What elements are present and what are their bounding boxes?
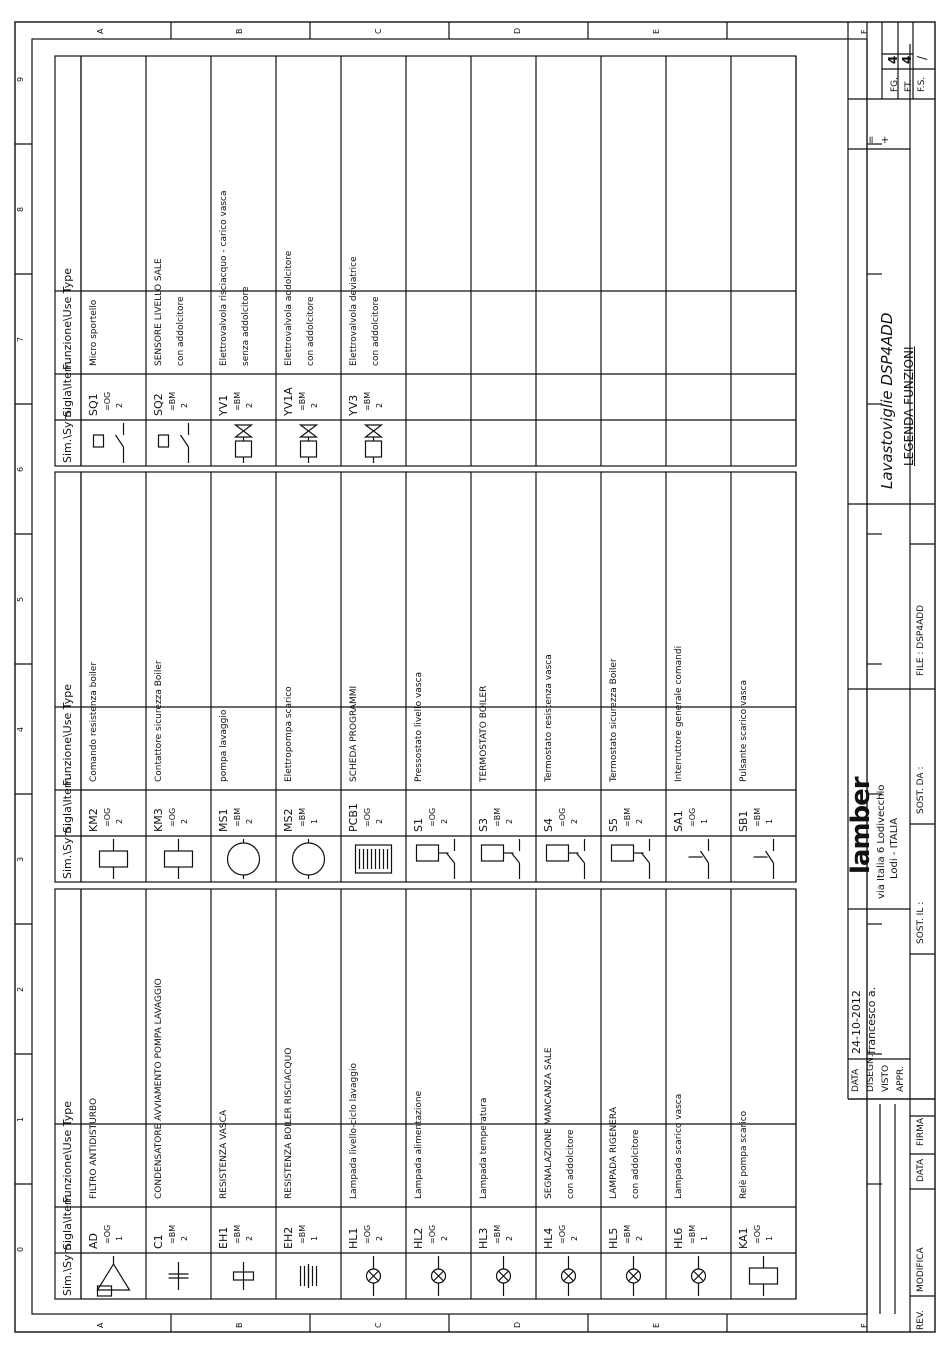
- grid-letter-left: E: [651, 1322, 661, 1328]
- grid-letter-right: E: [651, 28, 661, 34]
- item-ref: =OG: [103, 807, 112, 827]
- item-code: KM2: [87, 808, 100, 832]
- item-ref: =OG: [363, 807, 372, 827]
- drawing-title: Lavastoviglie DSP4ADD: [878, 312, 896, 489]
- function-text: pompa lavaggio: [219, 709, 229, 782]
- item-code: SB1: [737, 810, 750, 832]
- item-page: 2: [440, 1235, 449, 1241]
- function-text: Micro sportello: [89, 299, 99, 366]
- header-sym: Sim.\Sym.: [61, 823, 74, 879]
- item-ref: =BM: [298, 391, 307, 411]
- item-code: YV1A: [282, 387, 295, 416]
- grid-number-top: 3: [16, 856, 25, 862]
- item-page: 2: [245, 818, 254, 824]
- grid-letter-right: D: [512, 27, 522, 34]
- grid-number-top: 1: [16, 1116, 25, 1122]
- plus-sign: +: [880, 135, 891, 144]
- item-ref: =OG: [558, 807, 567, 827]
- drawing-subtitle: LEGENDA FUNZIONI: [902, 346, 916, 466]
- item-ref: =OG: [558, 1224, 567, 1244]
- function-text: SEGNALAZIONE MANCANZA SALE: [544, 1047, 554, 1199]
- item-code: PCB1: [347, 803, 360, 832]
- item-ref: =BM: [233, 391, 242, 411]
- function-text: SCHEDA PROGRAMMI: [349, 685, 359, 782]
- item-page: 1: [310, 818, 319, 824]
- item-ref: =BM: [298, 807, 307, 827]
- grid-letter-right: F: [860, 29, 869, 34]
- rev-label: REV.: [916, 1310, 926, 1330]
- item-ref: =BM: [168, 391, 177, 411]
- item-code: HL3: [477, 1227, 490, 1249]
- data-label: DATA: [851, 1068, 861, 1092]
- item-page: 2: [505, 818, 514, 824]
- item-ref: =OG: [168, 807, 177, 827]
- item-ref: =OG: [688, 807, 697, 827]
- item-page: 2: [245, 1235, 254, 1241]
- item-code: S1: [412, 818, 425, 832]
- visto-label: VISTO: [881, 1064, 891, 1092]
- item-ref: =BM: [493, 807, 502, 827]
- grid-number-top: 2: [16, 986, 25, 992]
- item-page: 2: [115, 818, 124, 824]
- header-item: Sigla\Item: [61, 1194, 74, 1250]
- item-code: HL4: [542, 1227, 555, 1249]
- function-text: con addolcitore: [566, 1129, 576, 1199]
- item-code: SA1: [672, 810, 685, 832]
- function-text: Pressostato livello vasca: [414, 671, 424, 782]
- item-page: 2: [180, 818, 189, 824]
- eq-sign: =: [866, 135, 877, 144]
- header-type: Funzione\Use Type: [61, 684, 74, 786]
- item-ref: =BM: [688, 1224, 697, 1244]
- grid-letter-left: F: [860, 1323, 869, 1328]
- item-code: S4: [542, 818, 555, 832]
- function-text: Pulsante scarico vasca: [739, 680, 749, 782]
- header-type: Funzione\Use Type: [61, 268, 74, 370]
- grid-letter-right: A: [95, 28, 105, 34]
- function-text: con addolcitore: [306, 296, 316, 366]
- item-ref: =BM: [623, 807, 632, 827]
- item-page: 2: [505, 1235, 514, 1241]
- fs-label: F.S.: [917, 76, 927, 92]
- item-ref: =BM: [363, 391, 372, 411]
- data2-label: DATA: [916, 1158, 926, 1182]
- item-page: 2: [245, 402, 254, 408]
- item-page: 2: [310, 402, 319, 408]
- grid-letter-left: D: [512, 1321, 522, 1328]
- fg-value: 4: [886, 55, 900, 64]
- function-text: Interruttore generale comandi: [674, 645, 684, 782]
- grid-number-top: 0: [16, 1246, 25, 1252]
- item-ref: =BM: [493, 1224, 502, 1244]
- item-code: S3: [477, 818, 490, 832]
- item-ref: =OG: [103, 391, 112, 411]
- function-text: Contattore sicurezza Boiler: [154, 660, 164, 782]
- function-text: Termostato resistenza vasca: [544, 654, 554, 782]
- item-ref: =BM: [623, 1224, 632, 1244]
- function-text: Relè pompa scarico: [739, 1110, 749, 1199]
- item-code: HL1: [347, 1227, 360, 1249]
- item-code: C1: [152, 1234, 165, 1249]
- item-ref: =BM: [298, 1224, 307, 1244]
- item-page: 2: [570, 1235, 579, 1241]
- grid-number-top: 8: [16, 206, 25, 212]
- item-code: KA1: [737, 1227, 750, 1249]
- grid-letter-right: C: [373, 28, 383, 34]
- item-code: SQ2: [152, 393, 165, 416]
- item-ref: =OG: [428, 807, 437, 827]
- header-item: Sigla\Item: [61, 777, 74, 833]
- function-text: TERMOSTATO BOILER: [479, 685, 489, 782]
- header-sym: Sim.\Sym.: [61, 1240, 74, 1296]
- function-text: Elettrovalvola deviatrice: [349, 256, 359, 366]
- ft-label: FT.: [904, 79, 914, 92]
- grid-number-top: 6: [16, 466, 25, 472]
- item-ref: =OG: [103, 1224, 112, 1244]
- fs-value: /: [915, 55, 929, 60]
- function-text: Elettrovalvola risciacquo - carico vasca: [219, 190, 229, 366]
- grid-letter-left: B: [234, 1322, 244, 1328]
- disegn-label: DISEGN.: [866, 1054, 876, 1092]
- item-code: S5: [607, 818, 620, 832]
- item-page: 2: [180, 1235, 189, 1241]
- function-text: FILTRO ANTIDISTURBO: [89, 1097, 99, 1199]
- grid-letter-left: A: [95, 1322, 105, 1328]
- function-text: LAMPADA RIGENERA: [609, 1107, 619, 1199]
- firma-label: FIRMA: [916, 1117, 926, 1146]
- item-code: YV3: [347, 394, 360, 416]
- function-text: con addolcitore: [176, 296, 186, 366]
- function-text: Termostato sicurezza Boiler: [609, 658, 619, 782]
- item-ref: =BM: [233, 1224, 242, 1244]
- item-page: 2: [440, 818, 449, 824]
- grid-letter-left: C: [373, 1322, 383, 1328]
- header-type: Funzione\Use Type: [61, 1101, 74, 1203]
- item-page: 2: [180, 402, 189, 408]
- function-text: con addolcitore: [631, 1129, 641, 1199]
- sost-da-label: SOST. DA :: [916, 766, 926, 814]
- item-page: 1: [115, 1235, 124, 1241]
- grid-number-top: 5: [16, 596, 25, 602]
- item-page: 2: [375, 818, 384, 824]
- item-page: 1: [700, 818, 709, 824]
- company-logo: lamber: [846, 777, 876, 874]
- grid-number-top: 7: [16, 336, 25, 342]
- function-text: Comando resistenza boiler: [89, 661, 99, 782]
- item-ref: =BM: [233, 807, 242, 827]
- item-ref: =OG: [363, 1224, 372, 1244]
- data-value: 24-10-2012: [850, 990, 863, 1054]
- item-ref: =OG: [428, 1224, 437, 1244]
- item-page: 2: [375, 402, 384, 408]
- address-line-2: Lodi - ITALIA: [889, 817, 900, 879]
- fg-label: FG.: [890, 76, 900, 92]
- header-sym: Sim.\Sym.: [61, 407, 74, 463]
- disegn-value: francesco a.: [865, 986, 878, 1054]
- function-text: senza addolcitore: [241, 286, 251, 366]
- item-code: MS1: [217, 808, 230, 832]
- function-text: Lampada scarico vasca: [674, 1093, 684, 1199]
- function-text: RESISTENZA VASCA: [219, 1109, 229, 1199]
- item-code: YV1: [217, 394, 230, 416]
- grid-number-top: 4: [16, 726, 25, 732]
- header-item: Sigla\Item: [61, 361, 74, 417]
- function-text: Lampada temperatura: [479, 1097, 489, 1199]
- item-page: 2: [115, 402, 124, 408]
- item-ref: =OG: [753, 1224, 762, 1244]
- grid-letter-right: B: [234, 28, 244, 34]
- item-code: EH1: [217, 1226, 230, 1249]
- function-text: Elettrovalvola addolcitore: [284, 250, 294, 366]
- item-page: 1: [765, 818, 774, 824]
- item-page: 1: [310, 1235, 319, 1241]
- function-text: SENSORE LIVELLO SALE: [154, 258, 164, 366]
- file-label: FILE : DSP4ADD: [916, 604, 926, 676]
- item-code: SQ1: [87, 393, 100, 416]
- item-code: HL2: [412, 1227, 425, 1249]
- function-text: Lampada alimentazione: [414, 1090, 424, 1199]
- function-text: Elettropompa scarico: [284, 686, 294, 782]
- ft-value: 4: [900, 55, 914, 64]
- item-code: EH2: [282, 1226, 295, 1249]
- function-text: con addolcitore: [371, 296, 381, 366]
- item-ref: =BM: [753, 807, 762, 827]
- sost-il-label: SOST. IL :: [916, 901, 926, 944]
- grid-number-top: 9: [16, 76, 25, 82]
- item-code: KM3: [152, 808, 165, 832]
- address-line-1: via Italia 6 Lodivecchio: [876, 784, 887, 899]
- item-code: AD: [87, 1233, 100, 1249]
- item-page: 2: [375, 1235, 384, 1241]
- item-page: 1: [765, 1235, 774, 1241]
- item-code: MS2: [282, 808, 295, 832]
- function-text: RESISTENZA BOILER RISCIACQUO: [284, 1047, 294, 1199]
- item-page: 2: [570, 818, 579, 824]
- function-text: Lampada livello-ciclo lavaggio: [349, 1063, 359, 1199]
- item-page: 2: [635, 818, 644, 824]
- item-ref: =BM: [168, 1224, 177, 1244]
- item-page: 2: [635, 1235, 644, 1241]
- item-code: HL6: [672, 1227, 685, 1249]
- appr-label: APPR.: [896, 1066, 906, 1092]
- item-page: 1: [700, 1235, 709, 1241]
- function-text: CONDENSATORE AVVIAMENTO POMPA LAVAGGIO: [154, 978, 164, 1199]
- modifica-label: MODIFICA: [916, 1247, 926, 1292]
- item-code: HL5: [607, 1227, 620, 1249]
